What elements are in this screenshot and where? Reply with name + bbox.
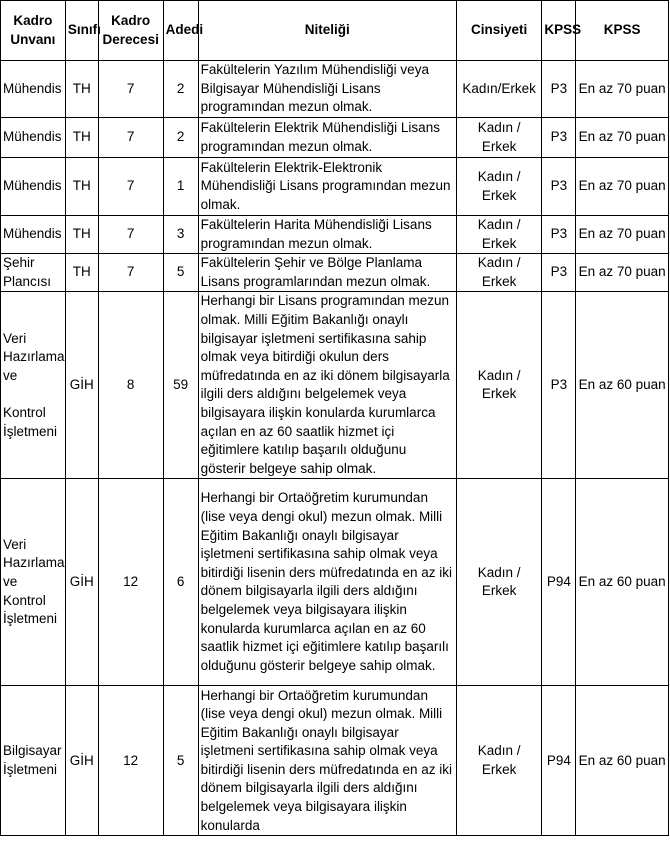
cell-sinif: GİH <box>65 292 98 479</box>
cell-derece: 12 <box>98 479 163 686</box>
cell-adet: 6 <box>163 479 198 686</box>
cell-cinsiyet: Kadın / Erkek <box>456 254 541 292</box>
cell-sinif: TH <box>65 61 98 118</box>
cell-sinif: TH <box>65 118 98 158</box>
cell-adet: 2 <box>163 118 198 158</box>
cell-sinif: TH <box>65 254 98 292</box>
cell-nitelik: Fakültelerin Yazılım Mühendisliği veya Bilgisayar Mühendisliği Lisans programından mezun olmak. <box>198 61 456 118</box>
cell-kpss: P3 <box>542 61 576 118</box>
cell-cinsiyet: Kadın / Erkek <box>456 158 541 216</box>
cell-puan: En az 70 puan <box>576 254 669 292</box>
table-row <box>1 216 669 254</box>
cell-unvan: Şehir Plancısı <box>1 254 66 292</box>
cell-derece: 7 <box>98 216 163 254</box>
cell-sinif: GİH <box>65 686 98 836</box>
header-adedi: Adedi <box>163 1 198 61</box>
cell-cinsiyet: Kadın / Erkek <box>456 479 541 686</box>
cell-nitelik: Fakültelerin Elektrik-Elektronik Mühendisliği Lisans programından mezun olmak. <box>198 158 456 216</box>
header-row <box>1 1 669 61</box>
table-row <box>1 254 669 292</box>
cell-cinsiyet: Kadın/Erkek <box>456 61 541 118</box>
cell-kpss: P3 <box>542 158 576 216</box>
cell-kpss: P3 <box>542 216 576 254</box>
header-kadro-unvani: Kadro Unvanı <box>1 1 66 61</box>
cell-puan: En az 60 puan <box>576 686 669 836</box>
cell-adet: 5 <box>163 686 198 836</box>
table-row <box>1 686 669 836</box>
header-kpss: KPSS <box>542 1 576 61</box>
cell-derece: 7 <box>98 61 163 118</box>
header-sinifi: Sınıfı <box>65 1 98 61</box>
header-cinsiyeti: Cinsiyeti <box>456 1 541 61</box>
cell-puan: En az 70 puan <box>576 118 669 158</box>
cell-kpss: P94 <box>542 479 576 686</box>
table-row <box>1 61 669 118</box>
cell-cinsiyet: Kadın / Erkek <box>456 118 541 158</box>
cell-unvan: Bilgisayar İşletmeni <box>1 686 66 836</box>
cell-derece: 7 <box>98 158 163 216</box>
cell-cinsiyet: Kadın / Erkek <box>456 292 541 479</box>
cell-sinif: GİH <box>65 479 98 686</box>
cell-unvan: Veri Hazırlama ve Kontrol İşletmeni <box>1 292 66 479</box>
header-niteligi: Niteliği <box>198 1 456 61</box>
cell-derece: 12 <box>98 686 163 836</box>
cell-kpss: P94 <box>542 686 576 836</box>
cell-sinif: TH <box>65 216 98 254</box>
table-row <box>1 118 669 158</box>
cell-nitelik: Herhangi bir Lisans programından mezun olmak. Milli Eğitim Bakanlığı onaylı bilgisayar işletmeni sertifikasına sahip olmak veya bitirdiği okulun ders müfredatında en az iki dönem bilgisayarla ilgili ders aldığını belgelemek veya bilgisayara ilişkin konularda kurumlarca açılan en az 60 saatlik hizmet içi eğitimlere katılıp başarılı olduğunu gösterir belgeye sahip olmak. <box>198 292 456 479</box>
cell-nitelik: Herhangi bir Ortaöğretim kurumundan (lise veya dengi okul) mezun olmak. Milli Eğitim Bakanlığı onaylı bilgisayar işletmeni sertifikasına sahip olmak veya bitirdiği lisenin ders müfredatında en az iki dönem bilgisayarla ilgili ders aldığını belgelemek veya bilgisayara ilişkin konularda kurumlarca açılan en az 60 saatlik hizmet içi eğitimlere katılıp başarılı olduğunu gösterir belgeye sahip olmak. <box>198 479 456 686</box>
cell-derece: 7 <box>98 254 163 292</box>
cell-derece: 8 <box>98 292 163 479</box>
cell-puan: En az 70 puan <box>576 158 669 216</box>
header-kpss-puan: KPSS <box>576 1 669 61</box>
cell-adet: 5 <box>163 254 198 292</box>
cell-puan: En az 60 puan <box>576 292 669 479</box>
header-kadro-derecesi: Kadro Derecesi <box>98 1 163 61</box>
cell-puan: En az 70 puan <box>576 61 669 118</box>
cell-adet: 1 <box>163 158 198 216</box>
cell-kpss: P3 <box>542 118 576 158</box>
cell-unvan: Mühendis <box>1 118 66 158</box>
table-row <box>1 158 669 216</box>
cell-nitelik: Fakültelerin Şehir ve Bölge Planlama Lisans programlarından mezun olmak. <box>198 254 456 292</box>
cell-adet: 2 <box>163 61 198 118</box>
cell-nitelik: Herhangi bir Ortaöğretim kurumundan (lise veya dengi okul) mezun olmak. Milli Eğitim Bakanlığı onaylı bilgisayar işletmeni sertifikasına sahip olmak veya bitirdiği lisenin ders müfredatında en az iki dönem bilgisayarla ilgili ders aldığını belgelemek veya bilgisayara ilişkin konularda <box>198 686 456 836</box>
cell-kpss: P3 <box>542 292 576 479</box>
cell-sinif: TH <box>65 158 98 216</box>
cell-kpss: P3 <box>542 254 576 292</box>
cell-nitelik: Fakültelerin Harita Mühendisliği Lisans programından mezun olmak. <box>198 216 456 254</box>
cell-unvan: Mühendis <box>1 158 66 216</box>
cell-unvan: Mühendis <box>1 61 66 118</box>
cell-nitelik: Fakültelerin Elektrik Mühendisliği Lisans programından mezun olmak. <box>198 118 456 158</box>
table-row <box>1 479 669 686</box>
cell-cinsiyet: Kadın / Erkek <box>456 216 541 254</box>
table-row <box>1 292 669 479</box>
cell-adet: 3 <box>163 216 198 254</box>
cell-derece: 7 <box>98 118 163 158</box>
cell-adet: 59 <box>163 292 198 479</box>
cell-unvan: Mühendis <box>1 216 66 254</box>
cell-cinsiyet: Kadın / Erkek <box>456 686 541 836</box>
cell-unvan: Veri Hazırlama ve Kontrol İşletmeni <box>1 479 66 686</box>
cell-puan: En az 70 puan <box>576 216 669 254</box>
cell-puan: En az 60 puan <box>576 479 669 686</box>
